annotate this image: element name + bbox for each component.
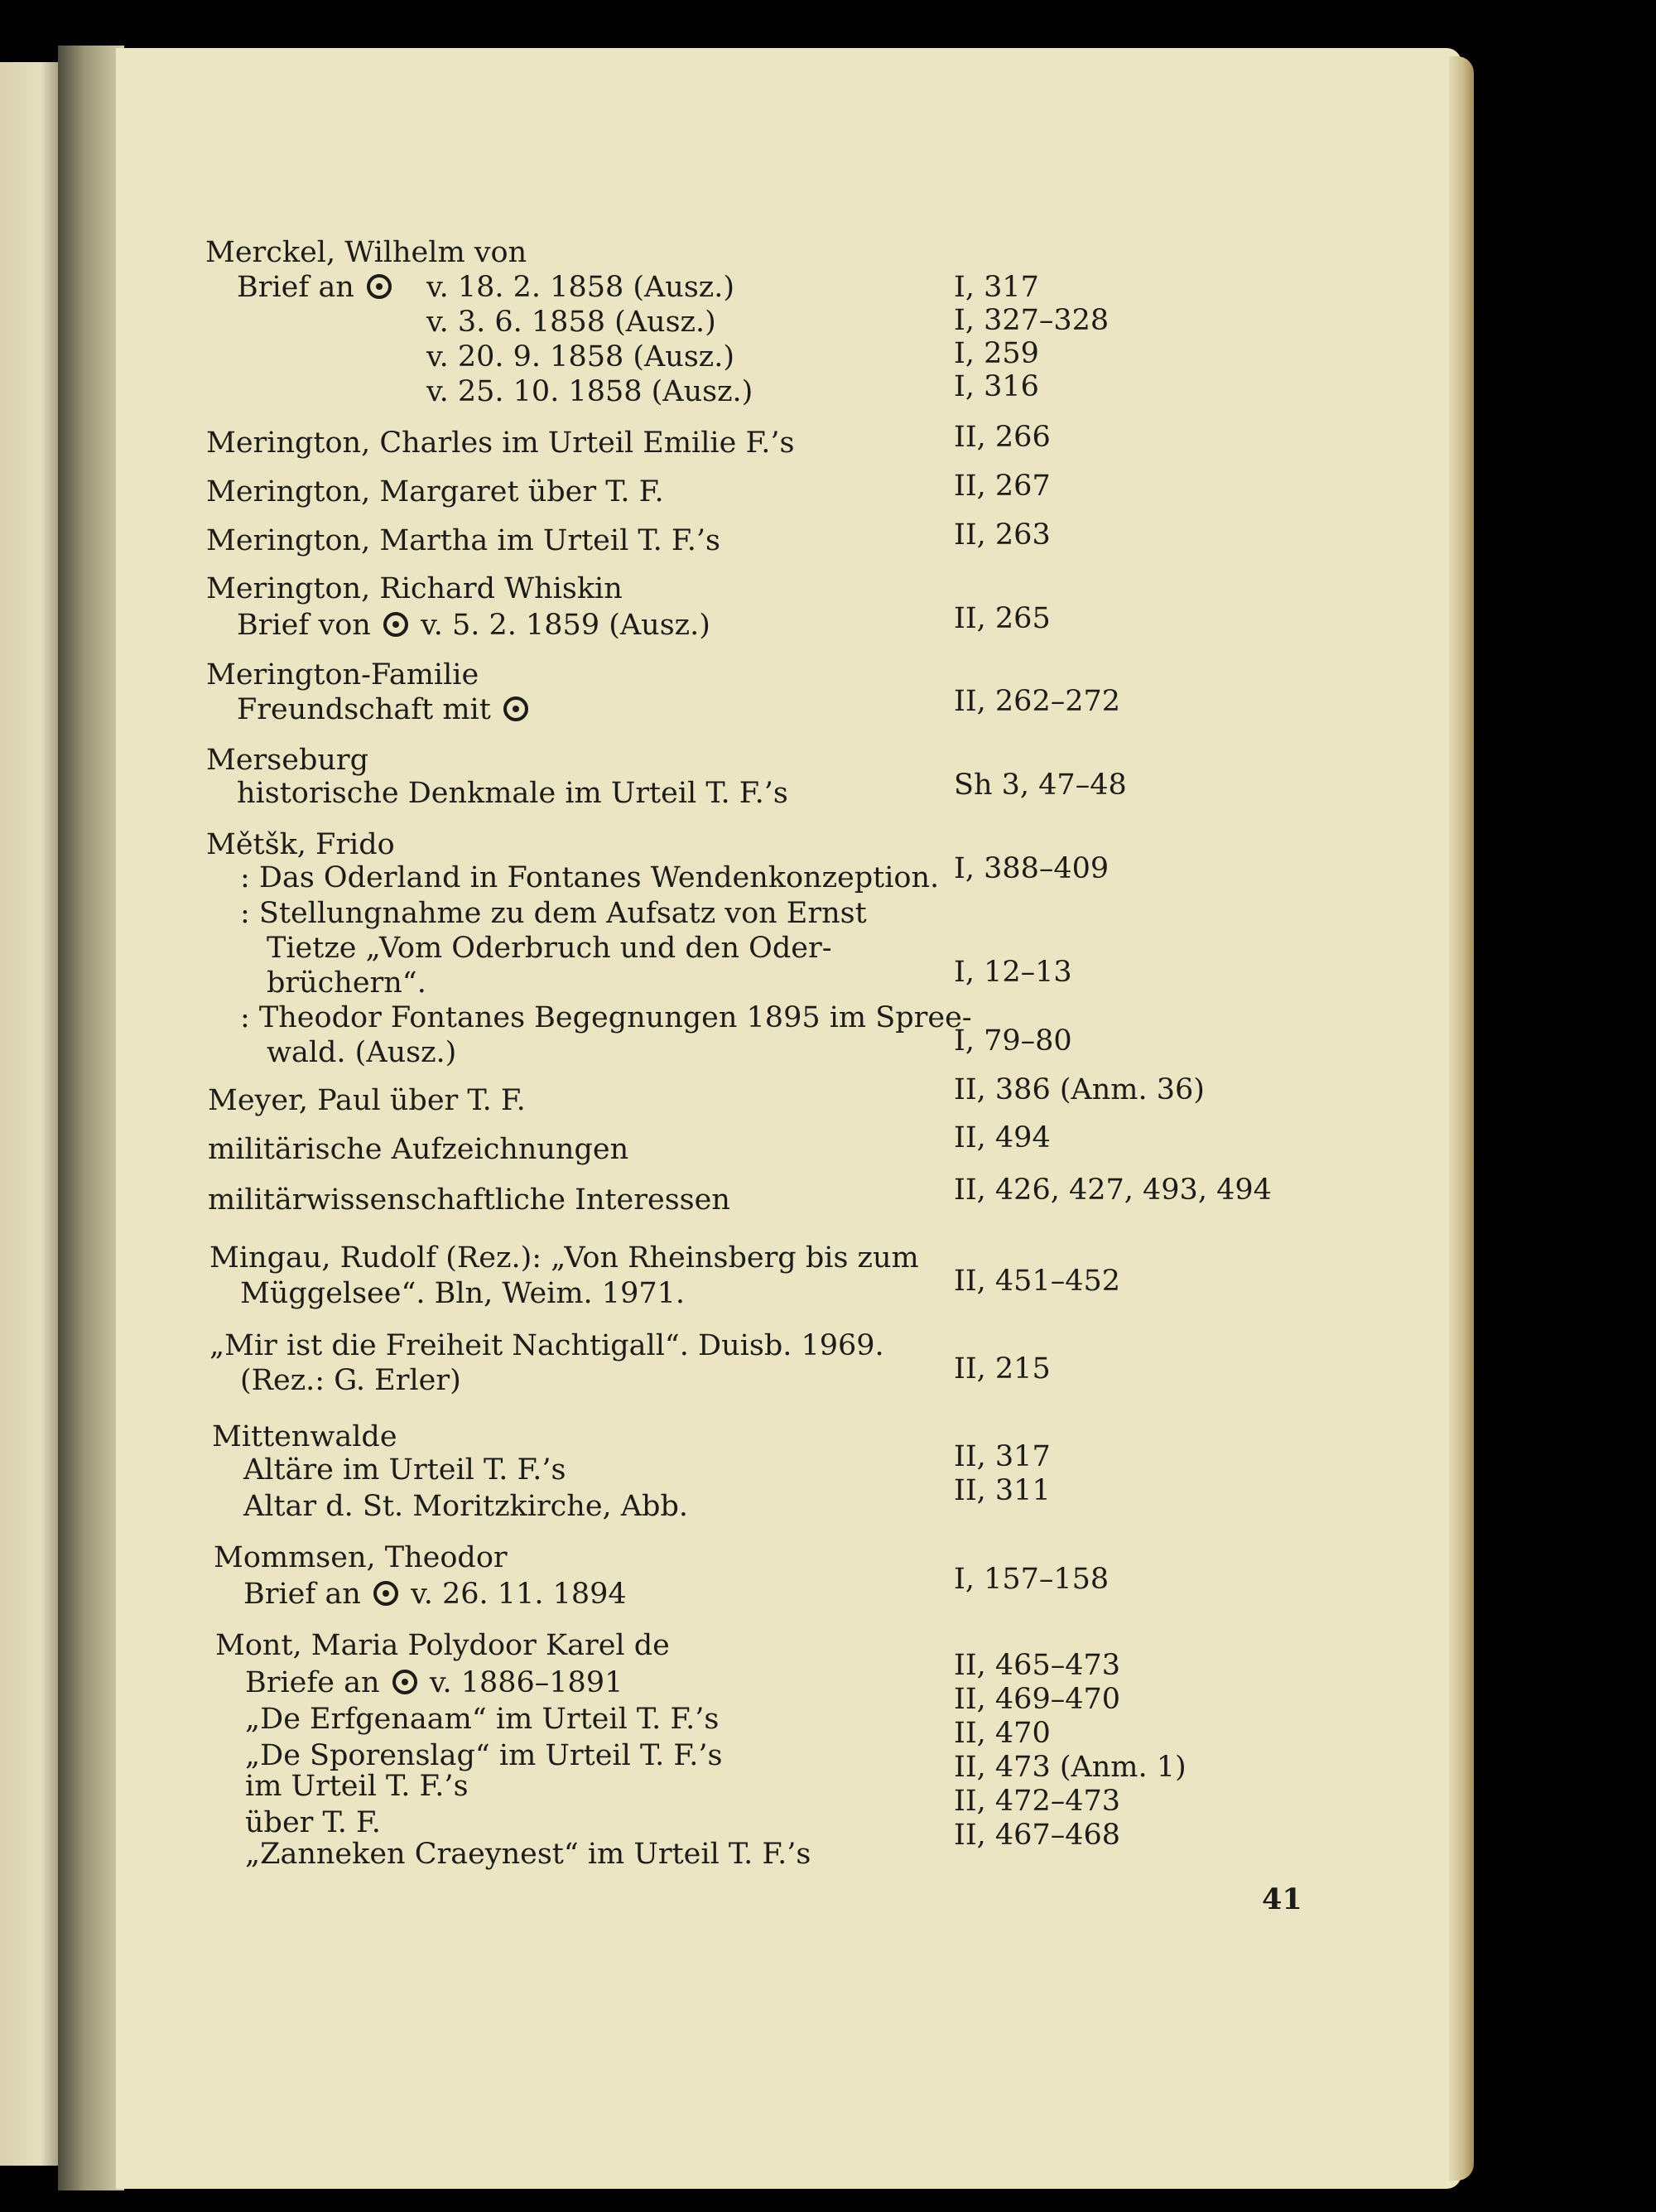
mont-sub-2: „De Erfgenaam“ im Urteil T. F.’s — [245, 1703, 720, 1736]
ref-merington-martha: II, 263 — [954, 518, 1051, 552]
ref-metsk-2: I, 12–13 — [954, 956, 1072, 989]
entry-militaerwiss: militärwissenschaftliche Interessen — [208, 1183, 730, 1217]
metsk-work-3-line-1: : Theodor Fontanes Begegnungen 1895 im Spree- — [240, 1001, 972, 1034]
mont-sub-3: „De Sporenslag“ im Urteil T. F.’s — [245, 1739, 723, 1772]
circled-dot-icon — [373, 1581, 398, 1606]
circled-dot-icon — [367, 274, 392, 299]
entry-heading-merseburg: Merseburg — [206, 744, 369, 777]
ref-merington-charles: II, 266 — [954, 421, 1051, 454]
metsk-work-2-line-1: : Stellungnahme zu dem Aufsatz von Ernst — [240, 897, 867, 930]
page-number: 41 — [1262, 1882, 1302, 1916]
metsk-work-3-line-2: wald. (Ausz.) — [267, 1036, 457, 1069]
entry-merington-martha: Merington, Martha im Urteil T. F.’s — [206, 524, 720, 557]
entry-merington-margaret: Merington, Margaret über T. F. — [206, 475, 664, 508]
circled-dot-icon — [392, 1670, 417, 1694]
ref-militaerische: II, 494 — [954, 1121, 1051, 1154]
ref-merington-richard: II, 265 — [954, 602, 1051, 635]
merckel-ref-3: I, 259 — [954, 337, 1039, 370]
ref-mont-3: II, 470 — [954, 1717, 1051, 1750]
entry-mir-ist-line-1: „Mir ist die Freiheit Nachtigall“. Duisb. 1969. — [209, 1329, 884, 1362]
ref-mont-5: II, 472–473 — [954, 1785, 1121, 1818]
circled-dot-icon — [383, 612, 408, 637]
mittenwalde-sub-2: Altar d. St. Moritzkirche, Abb. — [243, 1490, 688, 1523]
ref-meyer: II, 386 (Anm. 36) — [954, 1073, 1205, 1106]
merckel-ref-1: I, 317 — [954, 271, 1039, 304]
ref-metsk-3: I, 79–80 — [954, 1024, 1072, 1058]
entry-heading-mommsen: Mommsen, Theodor — [214, 1541, 508, 1574]
ref-merington-margaret: II, 267 — [954, 470, 1051, 503]
ref-mont-2: II, 469–470 — [954, 1683, 1121, 1716]
ref-metsk-1: I, 388–409 — [954, 852, 1110, 885]
entry-heading-merington-richard: Merington, Richard Whiskin — [206, 572, 623, 605]
ref-mittenwalde-2: II, 311 — [954, 1474, 1051, 1507]
entry-heading-mittenwalde: Mittenwalde — [212, 1420, 397, 1453]
mont-sub-5: über T. F. — [245, 1806, 381, 1839]
merington-familie-sub: Freundschaft mit — [237, 696, 532, 725]
merckel-date-4: v. 25. 10. 1858 (Ausz.) — [426, 375, 753, 408]
ref-mont-6: II, 467–468 — [954, 1819, 1121, 1852]
ref-merington-familie: II, 262–272 — [954, 685, 1121, 718]
merckel-brief-label: Brief an — [237, 273, 395, 302]
circled-dot-icon — [503, 696, 528, 721]
merckel-ref-4: I, 316 — [954, 370, 1039, 403]
merckel-date-2: v. 3. 6. 1858 (Ausz.) — [426, 306, 716, 339]
metsk-work-2-line-3: brüchern“. — [267, 966, 426, 1000]
metsk-work-1: : Das Oderland in Fontanes Wendenkonzeption. — [240, 861, 940, 894]
ref-mommsen: I, 157–158 — [954, 1563, 1110, 1596]
mommsen-sub: Brief an v. 26. 11. 1894 — [243, 1578, 627, 1611]
merckel-ref-2: I, 327–328 — [954, 304, 1110, 337]
ref-mont-4: II, 473 (Anm. 1) — [954, 1751, 1187, 1784]
entry-mingau-line-1: Mingau, Rudolf (Rez.): „Von Rheinsberg bis zum — [209, 1241, 919, 1275]
entry-mingau-line-2: Müggelsee“. Bln, Weim. 1971. — [240, 1277, 685, 1310]
entry-heading-mont: Mont, Maria Polydoor Karel de — [215, 1629, 670, 1662]
entry-heading-metsk: Mětšk, Frido — [206, 828, 395, 861]
entry-merington-charles: Merington, Charles im Urteil Emilie F.’s — [206, 426, 795, 460]
mont-sub-4: im Urteil T. F.’s — [245, 1770, 469, 1803]
entry-heading-merington-familie: Merington-Familie — [206, 658, 479, 692]
mont-sub-1: Briefe an v. 1886–1891 — [245, 1666, 623, 1699]
merseburg-sub: historische Denkmale im Urteil T. F.’s — [237, 777, 788, 810]
ref-mont-1: II, 465–473 — [954, 1649, 1121, 1682]
ref-mittenwalde-1: II, 317 — [954, 1440, 1051, 1473]
ref-militaerwiss: II, 426, 427, 493, 494 — [954, 1173, 1272, 1207]
ref-mingau: II, 451–452 — [954, 1265, 1121, 1298]
mont-sub-6: „Zanneken Craeynest“ im Urteil T. F.’s — [245, 1838, 811, 1871]
merckel-date-1: v. 18. 2. 1858 (Ausz.) — [426, 271, 735, 304]
metsk-work-2-line-2: Tietze „Vom Oderbruch und den Oder- — [267, 932, 832, 965]
entry-meyer: Meyer, Paul über T. F. — [208, 1084, 526, 1117]
ref-mir-ist: II, 215 — [954, 1352, 1051, 1386]
merckel-date-3: v. 20. 9. 1858 (Ausz.) — [426, 340, 735, 373]
entry-militaerische: militärische Aufzeichnungen — [208, 1133, 629, 1166]
ref-merseburg: Sh 3, 47–48 — [954, 769, 1127, 802]
entry-mir-ist-line-2: (Rez.: G. Erler) — [240, 1364, 461, 1397]
mittenwalde-sub-1: Altäre im Urteil T. F.’s — [243, 1453, 566, 1487]
entry-heading-merckel: Merckel, Wilhelm von — [205, 236, 527, 269]
merington-richard-sub: Brief von v. 5. 2. 1859 (Ausz.) — [237, 609, 710, 642]
